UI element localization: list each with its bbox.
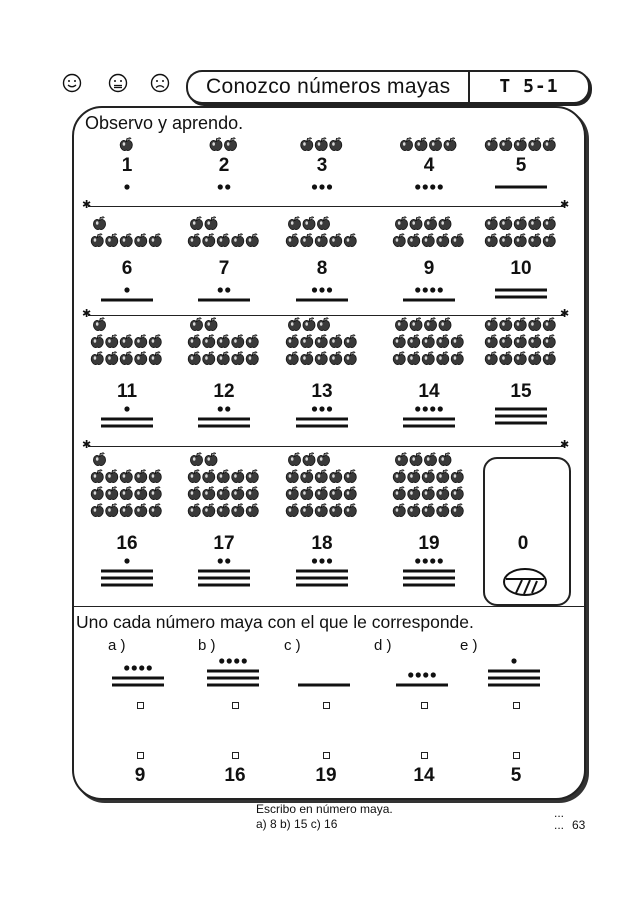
footer-dots-2: ...	[554, 818, 565, 832]
match-point-bottom[interactable]	[421, 752, 428, 759]
maya-numeral-10	[493, 286, 549, 306]
intro-heading: Observo y aprendo.	[85, 113, 244, 133]
number-label-11: 11	[116, 381, 138, 402]
maya-numeral-9	[401, 286, 457, 309]
answer-number-1: 16	[224, 765, 246, 786]
number-label-14: 14	[418, 381, 440, 402]
match-point-bottom[interactable]	[323, 752, 330, 759]
lesson-code-box	[468, 70, 590, 104]
apple-group-3	[282, 135, 362, 156]
apple-group-1	[87, 135, 167, 156]
divider-star-icon: ✱	[560, 439, 570, 451]
option-maya-numeral-2	[296, 681, 352, 694]
maya-numeral-7	[196, 286, 252, 309]
number-label-12: 12	[213, 381, 235, 402]
divider-star-icon: ✱	[560, 308, 570, 320]
number-label-8: 8	[316, 258, 328, 279]
number-label-13: 13	[311, 381, 333, 402]
apple-group-8	[282, 214, 362, 252]
match-point-bottom[interactable]	[513, 752, 520, 759]
option-maya-numeral-1	[205, 657, 261, 694]
option-letter-0: a )	[108, 637, 126, 654]
maya-numeral-6	[99, 286, 155, 309]
smile-face-icon[interactable]	[62, 73, 82, 93]
option-letter-4: e )	[460, 637, 478, 654]
divider-star-icon: ✱	[82, 199, 92, 211]
match-point-top[interactable]	[421, 702, 428, 709]
row-divider	[88, 315, 564, 316]
section-divider	[72, 606, 584, 607]
apple-group-11	[87, 315, 167, 370]
match-point-bottom[interactable]	[232, 752, 239, 759]
row-divider	[88, 206, 564, 207]
apple-group-16	[87, 450, 167, 522]
neutral-face-icon[interactable]	[108, 73, 128, 93]
answer-number-4: 5	[510, 765, 522, 786]
apple-group-9	[389, 214, 469, 252]
number-label-7: 7	[218, 258, 230, 279]
number-label-17: 17	[213, 533, 235, 554]
page-number: 63	[572, 818, 586, 832]
apple-group-10	[481, 214, 561, 252]
maya-numeral-2	[196, 183, 252, 199]
mood-faces	[62, 73, 182, 101]
maya-numeral-8	[294, 286, 350, 309]
number-label-1: 1	[121, 155, 133, 176]
apple-group-17	[184, 450, 264, 522]
zero-label: 0	[517, 533, 529, 554]
apple-group-5	[481, 135, 561, 156]
divider-star-icon: ✱	[560, 199, 570, 211]
number-label-16: 16	[116, 533, 138, 554]
answer-number-0: 9	[134, 765, 146, 786]
option-letter-3: d )	[374, 637, 392, 654]
lesson-code: T 5-1	[499, 76, 559, 97]
maya-numeral-11	[99, 405, 155, 435]
title-banner	[186, 70, 470, 104]
maya-numeral-13	[294, 405, 350, 435]
footer-dots-1: ...	[554, 806, 565, 820]
maya-numeral-5	[493, 183, 549, 196]
maya-numeral-3	[294, 183, 350, 199]
divider-star-icon: ✱	[82, 439, 92, 451]
number-label-18: 18	[311, 533, 333, 554]
number-label-9: 9	[423, 258, 435, 279]
number-label-3: 3	[316, 155, 328, 176]
option-maya-numeral-3	[394, 671, 450, 694]
apple-group-2	[184, 135, 264, 156]
maya-numeral-15	[493, 405, 549, 432]
maya-numeral-19	[401, 557, 457, 594]
answer-number-3: 14	[413, 765, 435, 786]
number-label-15: 15	[510, 381, 532, 402]
option-maya-numeral-4	[486, 657, 542, 694]
maya-numeral-17	[196, 557, 252, 594]
maya-numeral-18	[294, 557, 350, 594]
match-point-top[interactable]	[232, 702, 239, 709]
maya-numeral-14	[401, 405, 457, 435]
row-divider	[88, 446, 564, 447]
apple-group-7	[184, 214, 264, 252]
number-label-4: 4	[423, 155, 435, 176]
footer-line-2: a) 8 b) 15 c) 16	[256, 817, 338, 831]
apple-group-19	[389, 450, 469, 522]
shell-icon	[502, 567, 548, 597]
match-point-top[interactable]	[323, 702, 330, 709]
number-label-6: 6	[121, 258, 133, 279]
sad-face-icon[interactable]	[150, 73, 170, 93]
divider-star-icon: ✱	[82, 308, 92, 320]
footer-line-1: Escribo en número maya.	[256, 802, 393, 816]
exercise-instruction: Uno cada número maya con el que le corresponde.	[76, 612, 474, 632]
page-title: Conozco números mayas	[206, 75, 451, 98]
number-label-19: 19	[418, 533, 440, 554]
option-maya-numeral-0	[110, 664, 166, 694]
apple-group-13	[282, 315, 362, 370]
number-label-5: 5	[515, 155, 527, 176]
maya-numeral-12	[196, 405, 252, 435]
number-label-2: 2	[218, 155, 230, 176]
apple-group-6	[87, 214, 167, 252]
match-point-top[interactable]	[513, 702, 520, 709]
option-letter-2: c )	[284, 637, 301, 654]
apple-group-12	[184, 315, 264, 370]
match-point-bottom[interactable]	[137, 752, 144, 759]
apple-group-14	[389, 315, 469, 370]
maya-numeral-16	[99, 557, 155, 594]
option-letter-1: b )	[198, 637, 216, 654]
maya-numeral-1	[99, 183, 155, 199]
apple-group-18	[282, 450, 362, 522]
apple-group-15	[481, 315, 561, 370]
match-point-top[interactable]	[137, 702, 144, 709]
footer-task	[256, 802, 393, 832]
apple-group-4	[389, 135, 469, 156]
number-label-10: 10	[510, 258, 532, 279]
maya-numeral-4	[401, 183, 457, 199]
answer-number-2: 19	[315, 765, 337, 786]
